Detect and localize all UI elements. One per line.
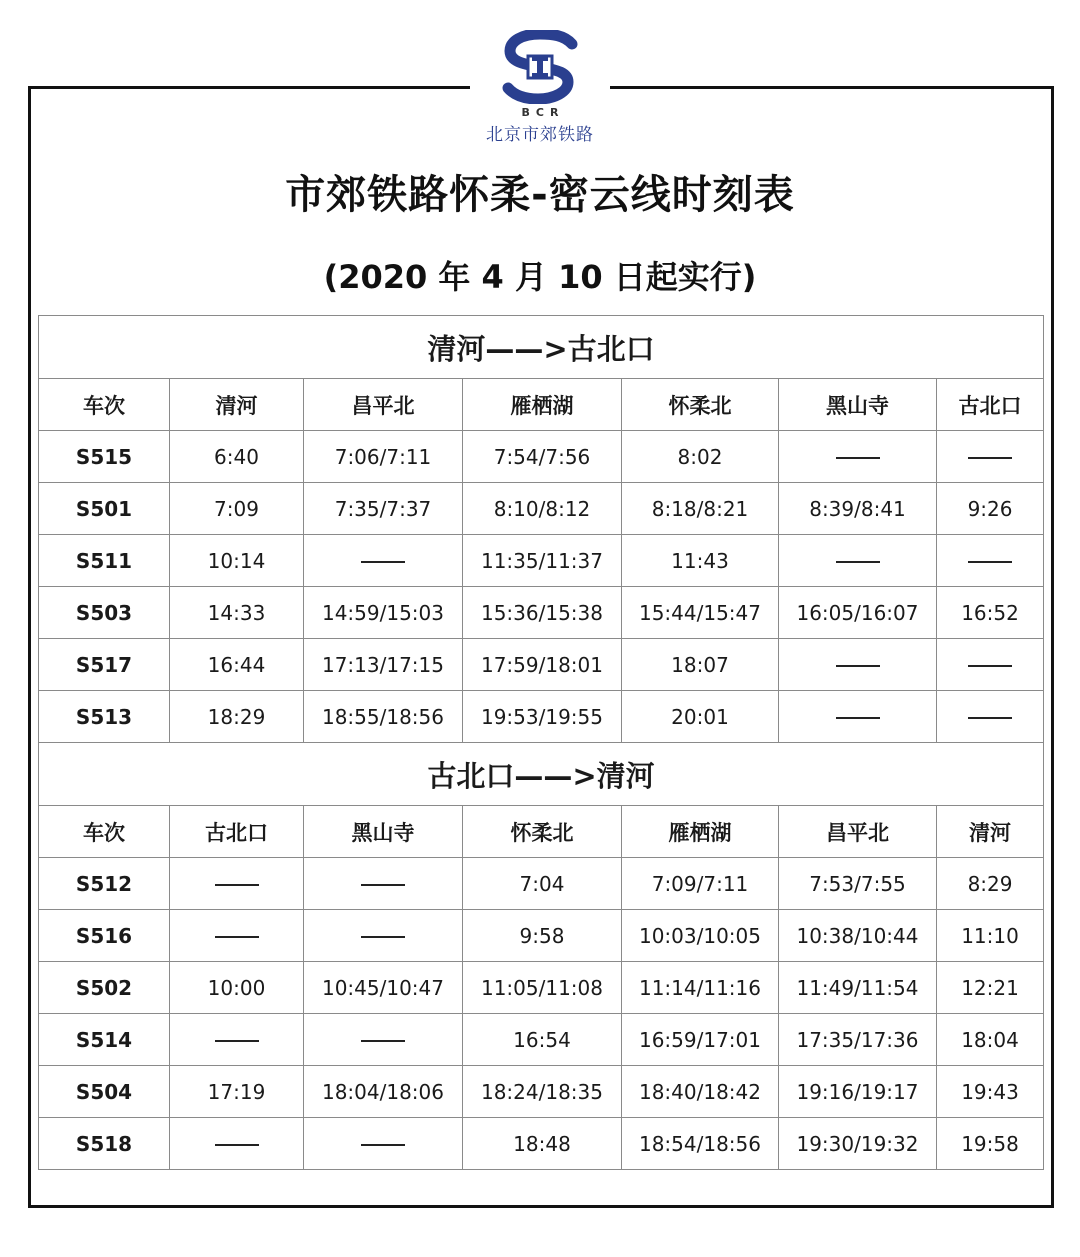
time-cell: 7:09 bbox=[170, 483, 304, 535]
station-header: 昌平北 bbox=[779, 806, 937, 858]
train-number: S516 bbox=[39, 910, 170, 962]
time-cell bbox=[779, 639, 937, 691]
train-number: S502 bbox=[39, 962, 170, 1014]
train-number: S515 bbox=[39, 431, 170, 483]
time-cell: 20:01 bbox=[622, 691, 779, 743]
table-row bbox=[39, 639, 1044, 691]
time-cell: 8:02 bbox=[622, 431, 779, 483]
station-header: 黑山寺 bbox=[779, 379, 937, 431]
time-cell: 16:44 bbox=[170, 639, 304, 691]
no-stop-dash bbox=[836, 665, 880, 667]
time-cell: 18:04 bbox=[937, 1014, 1044, 1066]
table-row bbox=[39, 1014, 1044, 1066]
time-cell: 10:00 bbox=[170, 962, 304, 1014]
time-cell bbox=[779, 431, 937, 483]
time-cell: 18:24/18:35 bbox=[463, 1066, 622, 1118]
time-cell: 9:58 bbox=[463, 910, 622, 962]
train-number-header: 车次 bbox=[39, 379, 170, 431]
direction-title: 清河——>古北口 bbox=[39, 316, 1044, 379]
time-cell bbox=[170, 1118, 304, 1170]
time-cell bbox=[304, 1014, 463, 1066]
time-cell: 11:43 bbox=[622, 535, 779, 587]
time-cell: 19:58 bbox=[937, 1118, 1044, 1170]
train-number-header: 车次 bbox=[39, 806, 170, 858]
no-stop-dash bbox=[215, 1040, 259, 1042]
table-row bbox=[39, 431, 1044, 483]
time-cell: 10:45/10:47 bbox=[304, 962, 463, 1014]
time-cell: 15:44/15:47 bbox=[622, 587, 779, 639]
train-number: S518 bbox=[39, 1118, 170, 1170]
no-stop-dash bbox=[215, 1144, 259, 1146]
no-stop-dash bbox=[968, 665, 1012, 667]
time-cell: 14:33 bbox=[170, 587, 304, 639]
time-cell bbox=[170, 910, 304, 962]
time-cell: 11:05/11:08 bbox=[463, 962, 622, 1014]
station-header: 怀柔北 bbox=[622, 379, 779, 431]
time-cell: 17:59/18:01 bbox=[463, 639, 622, 691]
timetable bbox=[38, 315, 1044, 1170]
bcr-logo bbox=[470, 30, 610, 158]
train-number: S517 bbox=[39, 639, 170, 691]
no-stop-dash bbox=[836, 717, 880, 719]
table-row bbox=[39, 858, 1044, 910]
time-cell: 19:30/19:32 bbox=[779, 1118, 937, 1170]
header-row bbox=[39, 806, 1044, 858]
time-cell: 16:54 bbox=[463, 1014, 622, 1066]
station-header: 雁栖湖 bbox=[622, 806, 779, 858]
time-cell: 6:40 bbox=[170, 431, 304, 483]
train-number: S514 bbox=[39, 1014, 170, 1066]
time-cell: 7:04 bbox=[463, 858, 622, 910]
train-number: S513 bbox=[39, 691, 170, 743]
time-cell bbox=[779, 535, 937, 587]
station-header: 古北口 bbox=[937, 379, 1044, 431]
no-stop-dash bbox=[968, 717, 1012, 719]
time-cell bbox=[304, 1118, 463, 1170]
table-row bbox=[39, 1066, 1044, 1118]
time-cell: 19:53/19:55 bbox=[463, 691, 622, 743]
no-stop-dash bbox=[361, 936, 405, 938]
no-stop-dash bbox=[361, 884, 405, 886]
time-cell: 18:54/18:56 bbox=[622, 1118, 779, 1170]
time-cell: 10:03/10:05 bbox=[622, 910, 779, 962]
time-cell: 18:40/18:42 bbox=[622, 1066, 779, 1118]
time-cell: 7:53/7:55 bbox=[779, 858, 937, 910]
time-cell: 7:09/7:11 bbox=[622, 858, 779, 910]
station-header: 黑山寺 bbox=[304, 806, 463, 858]
time-cell: 10:14 bbox=[170, 535, 304, 587]
time-cell: 10:38/10:44 bbox=[779, 910, 937, 962]
station-header: 怀柔北 bbox=[463, 806, 622, 858]
time-cell bbox=[304, 910, 463, 962]
time-cell: 17:13/17:15 bbox=[304, 639, 463, 691]
time-cell: 11:35/11:37 bbox=[463, 535, 622, 587]
no-stop-dash bbox=[968, 561, 1012, 563]
time-cell: 8:18/8:21 bbox=[622, 483, 779, 535]
train-number: S503 bbox=[39, 587, 170, 639]
bcr-emblem-icon bbox=[502, 30, 578, 104]
effective-date: (2020 年 4 月 10 日起实行) bbox=[323, 258, 757, 296]
station-header: 昌平北 bbox=[304, 379, 463, 431]
time-cell: 18:04/18:06 bbox=[304, 1066, 463, 1118]
time-cell bbox=[779, 691, 937, 743]
time-cell bbox=[937, 639, 1044, 691]
time-cell: 9:26 bbox=[937, 483, 1044, 535]
table-row bbox=[39, 587, 1044, 639]
time-cell: 18:48 bbox=[463, 1118, 622, 1170]
time-cell: 7:54/7:56 bbox=[463, 431, 622, 483]
table-row bbox=[39, 910, 1044, 962]
train-number: S501 bbox=[39, 483, 170, 535]
time-cell bbox=[170, 858, 304, 910]
time-cell: 16:52 bbox=[937, 587, 1044, 639]
direction-title: 古北口——>清河 bbox=[39, 743, 1044, 806]
time-cell: 11:14/11:16 bbox=[622, 962, 779, 1014]
table-row bbox=[39, 483, 1044, 535]
no-stop-dash bbox=[836, 457, 880, 459]
time-cell bbox=[170, 1014, 304, 1066]
time-cell bbox=[304, 535, 463, 587]
no-stop-dash bbox=[361, 1040, 405, 1042]
station-header: 清河 bbox=[937, 806, 1044, 858]
time-cell: 15:36/15:38 bbox=[463, 587, 622, 639]
time-cell: 12:21 bbox=[937, 962, 1044, 1014]
page-title: 市郊铁路怀柔-密云线时刻表 bbox=[285, 172, 795, 218]
time-cell: 8:39/8:41 bbox=[779, 483, 937, 535]
time-cell: 17:35/17:36 bbox=[779, 1014, 937, 1066]
no-stop-dash bbox=[215, 884, 259, 886]
table-row bbox=[39, 535, 1044, 587]
time-cell: 18:29 bbox=[170, 691, 304, 743]
time-cell: 7:35/7:37 bbox=[304, 483, 463, 535]
time-cell: 18:07 bbox=[622, 639, 779, 691]
no-stop-dash bbox=[215, 936, 259, 938]
time-cell: 16:59/17:01 bbox=[622, 1014, 779, 1066]
station-header: 古北口 bbox=[170, 806, 304, 858]
station-header: 雁栖湖 bbox=[463, 379, 622, 431]
time-cell: 19:16/19:17 bbox=[779, 1066, 937, 1118]
train-number: S512 bbox=[39, 858, 170, 910]
time-cell: 8:29 bbox=[937, 858, 1044, 910]
time-cell bbox=[937, 431, 1044, 483]
header-row bbox=[39, 379, 1044, 431]
table-row bbox=[39, 1118, 1044, 1170]
time-cell: 7:06/7:11 bbox=[304, 431, 463, 483]
train-number: S504 bbox=[39, 1066, 170, 1118]
time-cell bbox=[304, 858, 463, 910]
no-stop-dash bbox=[968, 457, 1012, 459]
time-cell: 14:59/15:03 bbox=[304, 587, 463, 639]
direction-row bbox=[39, 316, 1044, 379]
table-row bbox=[39, 691, 1044, 743]
station-header: 清河 bbox=[170, 379, 304, 431]
time-cell: 17:19 bbox=[170, 1066, 304, 1118]
direction-row bbox=[39, 743, 1044, 806]
time-cell bbox=[937, 535, 1044, 587]
logo-org-name: 北京市郊铁路 bbox=[486, 125, 594, 145]
logo-abbr: BCR bbox=[521, 106, 565, 119]
table-row bbox=[39, 962, 1044, 1014]
time-cell bbox=[937, 691, 1044, 743]
no-stop-dash bbox=[361, 561, 405, 563]
train-number: S511 bbox=[39, 535, 170, 587]
no-stop-dash bbox=[836, 561, 880, 563]
time-cell: 11:10 bbox=[937, 910, 1044, 962]
time-cell: 8:10/8:12 bbox=[463, 483, 622, 535]
time-cell: 19:43 bbox=[937, 1066, 1044, 1118]
no-stop-dash bbox=[361, 1144, 405, 1146]
time-cell: 16:05/16:07 bbox=[779, 587, 937, 639]
time-cell: 18:55/18:56 bbox=[304, 691, 463, 743]
time-cell: 11:49/11:54 bbox=[779, 962, 937, 1014]
